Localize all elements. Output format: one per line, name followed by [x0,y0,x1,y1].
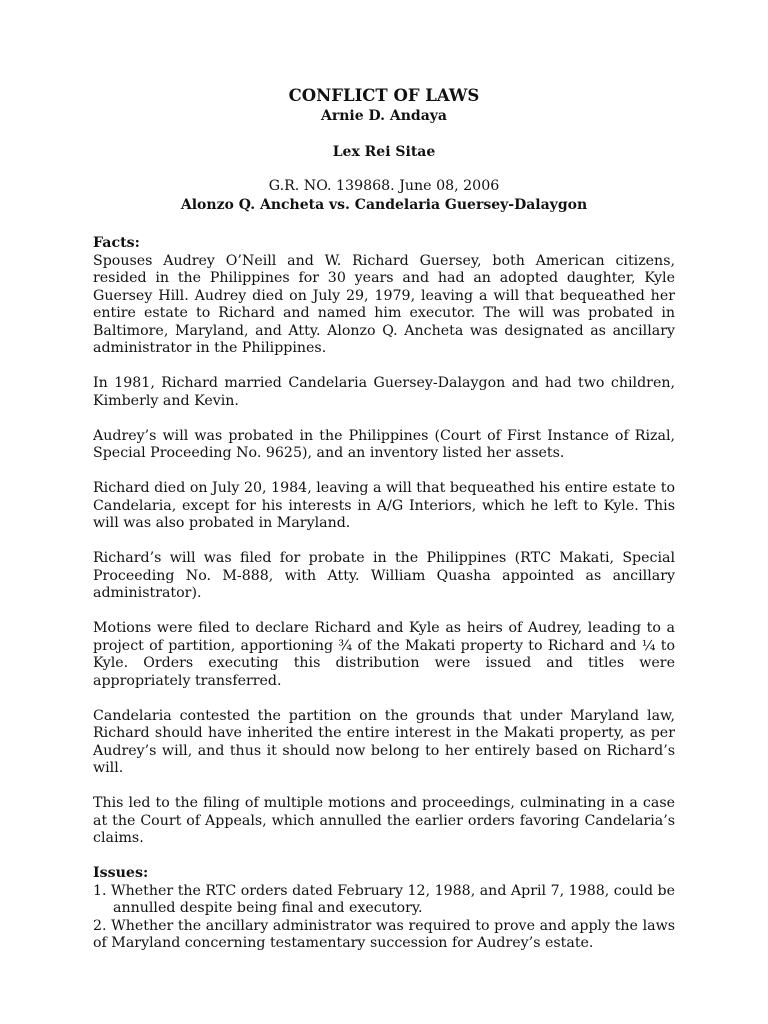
issue-item: 2. Whether the ancillary administrator was required to prove and apply the laws of Maryland concerning testamentary succession for Audrey’s estate. [93,917,675,951]
facts-paragraph: Candelaria contested the partition on the grounds that under Maryland law, Richard should have inherited the entire interest in the Makati property, as per Audrey’s will, and thus it should now belong to her entirely based on Richard’s will. [93,707,675,776]
case-number: G.R. NO. 139868. June 08, 2006 [268,178,500,194]
document-page [93,86,675,953]
facts-paragraph: Richard died on July 20, 1984, leaving a will that bequeathed his entire estate to Candelaria, except for his interests in A/G Interiors, which he left to Kyle. This will was also probated in Maryland. [93,480,675,531]
issues-list [93,883,675,953]
author-name: Arnie D. Andaya [320,108,447,124]
facts-paragraph: In 1981, Richard married Candelaria Guersey-Dalaygon and had two children, Kimberly and Kevin. [93,375,675,409]
case-title: Alonzo Q. Ancheta vs. Candelaria Guersey-Dalaygon [180,197,588,213]
facts-paragraph: Richard’s will was filed for probate in the Philippines (RTC Makati, Special Proceeding No. M-888, with Atty. William Quasha appointed as ancillary administrator). [93,550,675,601]
facts-paragraph: Spouses Audrey O’Neill and W. Richard Guersey, both American citizens, resided in the Philippines for 30 years and had an adopted daughter, Kyle Guersey Hill. Audrey died on July 29, 1979, leaving a will that bequeathed her entire estate to Richard and named him executor. The will was probated in Baltimore, Maryland, and Atty. Alonzo Q. Ancheta was designated as ancillary administrator in the Philippines. [93,252,675,356]
facts-heading: Facts: [93,235,140,251]
facts-paragraph: This led to the filing of multiple motions and proceedings, culminating in a case at the Court of Appeals, which annulled the earlier orders favoring Candelaria’s claims. [93,795,675,846]
issues-section [93,865,675,953]
facts-paragraph: Motions were filed to declare Richard and Kyle as heirs of Audrey, leading to a project of partition, apportioning ¾ of the Makati property to Richard and ¼ to Kyle. Orders executing this distribution were issued and titles were appropriately transferred. [93,620,675,689]
case-header [93,177,675,215]
facts-section [93,235,675,848]
document-title: CONFLICT OF LAWS [288,86,480,105]
issue-item: 1. Whether the RTC orders dated February 12, 1988, and April 7, 1988, could be annulled despite being final and executory. [93,882,676,916]
facts-paragraph: Audrey’s will was probated in the Philippines (Court of First Instance of Rizal, Special Proceeding No. 9625), and an inventory listed her assets. [93,427,675,461]
document-header [93,86,675,162]
subject-heading: Lex Rei Sitae [332,144,436,160]
issues-heading: Issues: [93,865,149,881]
